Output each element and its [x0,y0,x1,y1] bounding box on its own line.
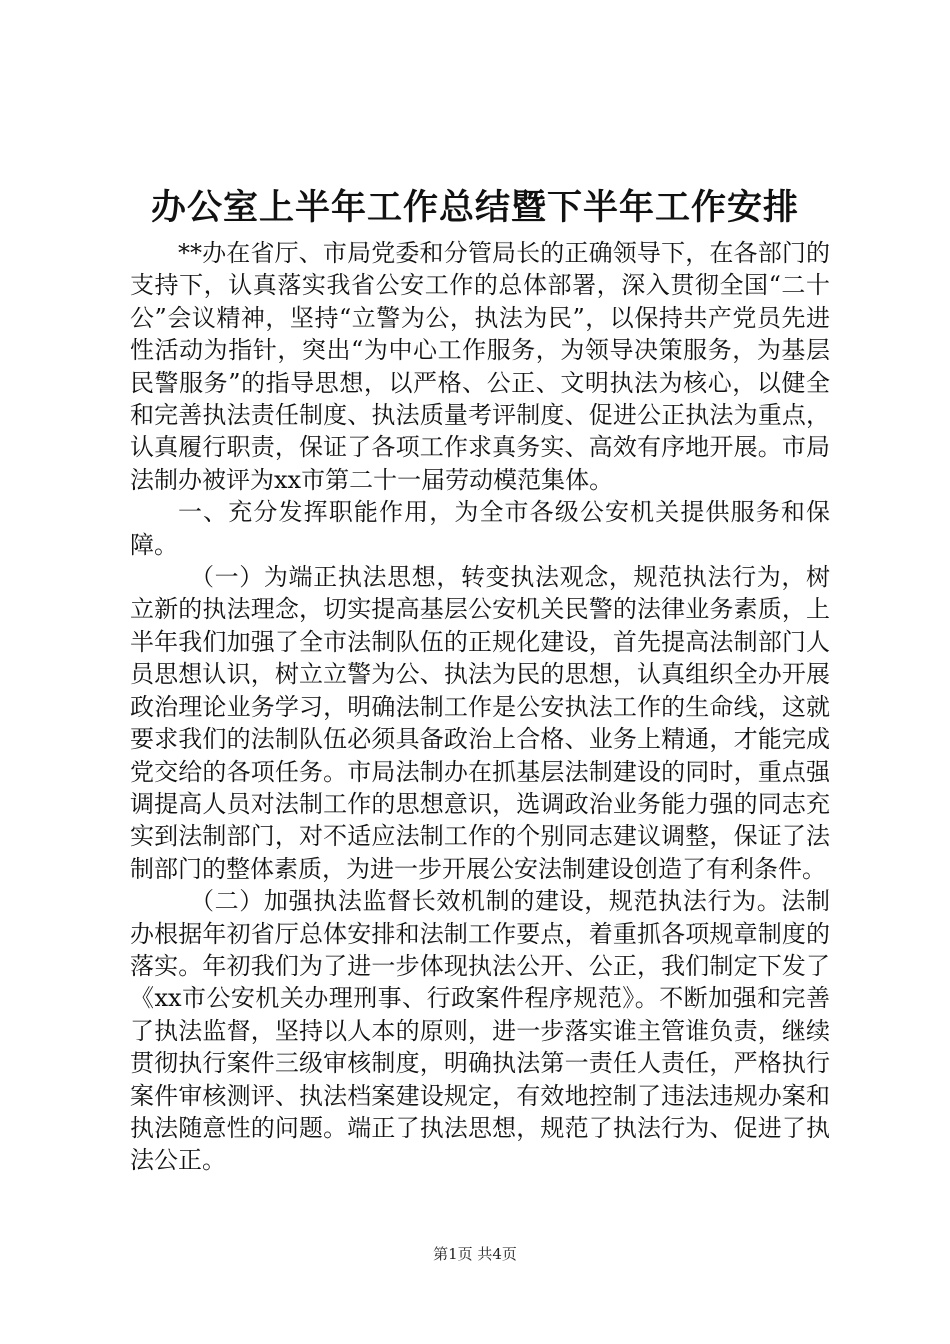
page-footer: 第1页 共4页 [433,1245,517,1263]
paragraph-item-one: （一）为端正执法思想，转变执法观念，规范执法行为，树立新的执法理念，切实提高基层公安机关民警的法律业务素质，上半年我们加强了全市法制队伍的正规化建设，首先提高法制部门人员思想认识，树立立警为公、执法为民的思想，认真组织全办开展政治理论业务学习，明确法制工作是公安执法工作的生命线，这就要求我们的法制队伍必须具备政治上合格、业务上精通，才能完成党交给的各项任务。市局法制办在抓基层法制建设的同时，重点强调提高人员对法制工作的思想意识，选调政治业务能力强的同志充实到法制部门，对不适应法制工作的个别同志建议调整，保证了法制部门的整体素质，为进一步开展公安法制建设创造了有利条件。 [130,563,830,883]
paragraph-item-two: （二）加强执法监督长效机制的建设，规范执法行为。法制办根据年初省厅总体安排和法制工作要点，着重抓各项规章制度的落实。年初我们为了进一步体现执法公开、公正，我们制定下发了《xx市公安机关办理刑事、行政案件程序规范》。不断加强和完善了执法监督，坚持以人本的原则，进一步落实谁主管谁负责，继续贯彻执行案件三级审核制度，明确执法第一责任人责任，严格执行案件审核测评、执法档案建设规定，有效地控制了违法违规办案和执法随意性的问题。端正了执法思想，规范了执法行为、促进了执法公正。 [130,887,830,1175]
document-body [130,237,830,1177]
document-title: 办公室上半年工作总结暨下半年工作安排 [150,187,799,228]
paragraph-section-heading: 一、充分发挥职能作用，为全市各级公安机关提供服务和保障。 [130,498,830,559]
paragraph-intro: **办在省厅、市局党委和分管局长的正确领导下，在各部门的支持下，认真落实我省公安工作的总体部署，深入贯彻全国“二十公”会议精神，坚持“立警为公，执法为民”，以保持共产党员先进性活动为指针，突出“为中心工作服务，为领导决策服务，为基层民警服务”的指导思想，以严格、公正、文明执法为核心，以健全和完善执法责任制度、执法质量考评制度、促进公正执法为重点，认真履行职责，保证了各项工作求真务实、高效有序地开展。市局法制办被评为xx市第二十一届劳动模范集体。 [130,239,830,494]
